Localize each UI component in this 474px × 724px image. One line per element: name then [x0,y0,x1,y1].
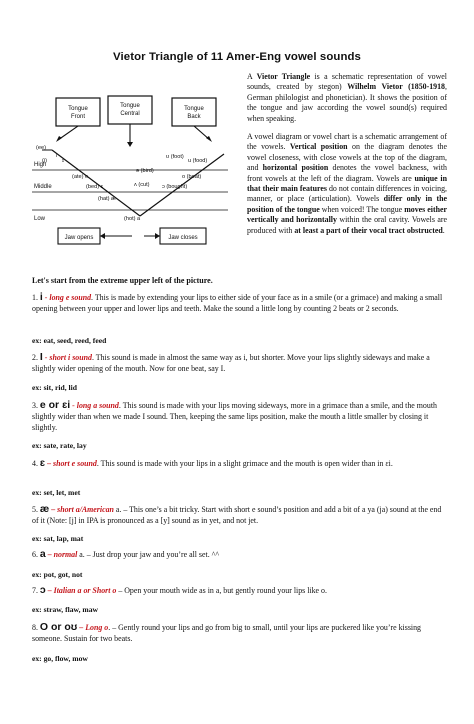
example-1: ex: eat, seed, reed, feed [32,336,107,345]
vowel-section-2: 2. I - short i sound. This sound is made in almost the same way as i, but shorter. Move your lips slightly sideways and make a slightly wider opening of the mouth. Now for one beat, say I. [32,351,430,373]
tongue-central-label-2: Central [120,111,140,117]
vowel-section-3: 3. e or ɛi - long a sound. This sound is made with your lips moving sideways, more in a grimace than a smile, and the mouth slightly wider than when we made I sound. Then, keeping the same lips position, make the mouth a little smaller by closing it slightly. [32,399,437,432]
hat-label: (hat) æ [98,196,117,202]
high-label: High [34,162,47,168]
page-title: Vietor Triangle of 11 Amer-Eng vowel sounds [113,51,361,63]
low-label: Low [34,216,46,222]
vowel-section-5: 5. æ – short a/American a. – This one’s a bit tricky. Start with short e sound’s position and add a bit of a ya (ja) sound at the end of it (Note: [j] in IPA is pronounced as a [y] sound as in yet, and not jet. [32,503,442,525]
bird-label: ə (bird) [136,168,154,174]
tongue-front-label-1: Tongue [68,106,88,112]
ate-label: (ate) e [72,174,89,180]
tongue-back-label-2: Back [187,114,201,120]
tongue-central-label-1: Tongue [120,103,140,109]
example-5: ex: sat, lap, mat [32,534,84,543]
tongue-front-box [56,98,100,126]
middle-label: Middle [34,184,52,190]
jaw-closes-label: Jaw closes [168,235,198,241]
lead-line: Let's start from the extreme upper left of the picture. [32,276,213,285]
boat-label: o (boat) [182,174,202,180]
tongue-back-label-1: Tongue [184,106,204,112]
intro-paragraph-1: A Vietor Triangle is a schematic representation of vowel sounds, created by stegon) Wilhelm Vietor (1850-1918, German philologist and phonetician). It shows the position of the tongue and jaw according the vowel sound(s) required when speaking. [247,72,447,123]
ee-symbol: i [56,153,58,159]
vowel-section-1: 1. i - long e sound. This is made by extending your lips to either side of your face as in a smile (or a grimace) and making a small opening between your upper and lower lips and teeth. Make the sound a little long by counting 2 beats or 2 seconds. [32,291,443,313]
tongue-central-box [108,96,152,124]
food-label: u (food) [188,158,208,164]
bed-label: (bed) ɛ [86,184,104,190]
tongue-back-box [172,98,216,126]
tongue-front-label-2: Front [70,114,86,120]
example-7: ex: straw, flaw, maw [32,605,99,614]
foot-label: ʊ (foot) [166,154,184,160]
bought-label: ɔ (bought) [162,184,188,190]
intro-paragraph-2: A vowel diagram or vowel chart is a schematic arrangement of the vowels. Vertical position on the diagram denotes the vowel closeness, with close vowels at the top of the diagram, and horizontal position denotes the vowel backness, with front vowels at the left of the diagram. Vowels are unique in that their main features do not contain differences in voicing, manner, or place (articulation). Vowels differ only in the position of the tongue when voiced! The tongue moves either vertically and horizontally within the oral cavity. Vowels are produced with at least a part of their vocal tract obstructed. [247,132,448,235]
vowel-section-4: 4. ɛ – short e sound. This sound is made with your lips in a slight grimace and the mouth is open wider than in ɛi. [32,457,393,469]
example-2: ex: sit, rid, lid [32,383,77,392]
example-6: ex: pot, got, not [32,570,83,579]
cut-label: ʌ (cut) [134,182,150,188]
hot-label: (hot) a [124,216,141,222]
vowel-section-8: 8. O or oʊ – Long o. – Gently round your lips and go from big to small, until your lips are puckered like you’re kissing someone. Sustain for two beats. [32,621,421,643]
intro-text [247,72,447,244]
i-symbol: ɪ [62,158,64,164]
jaw-opens-label: Jaw opens [64,235,94,241]
vowel-section-7: 7. ɔ – Italian a or Short o – Open your mouth wide as in a, but gently round your lips like o. [32,584,327,596]
example-3: ex: sate, rate, lay [32,441,87,450]
example-8: ex: go, flow, mow [32,654,88,663]
i-label: (i) [42,158,47,164]
vowel-section-6: 6. a – normal a. – Just drop your jaw and you’re all set. ^^ [32,548,220,560]
vowel-triangle-diagram [32,92,228,270]
example-4: ex: set, let, met [32,488,81,497]
ee-label: (ee) [36,145,46,151]
